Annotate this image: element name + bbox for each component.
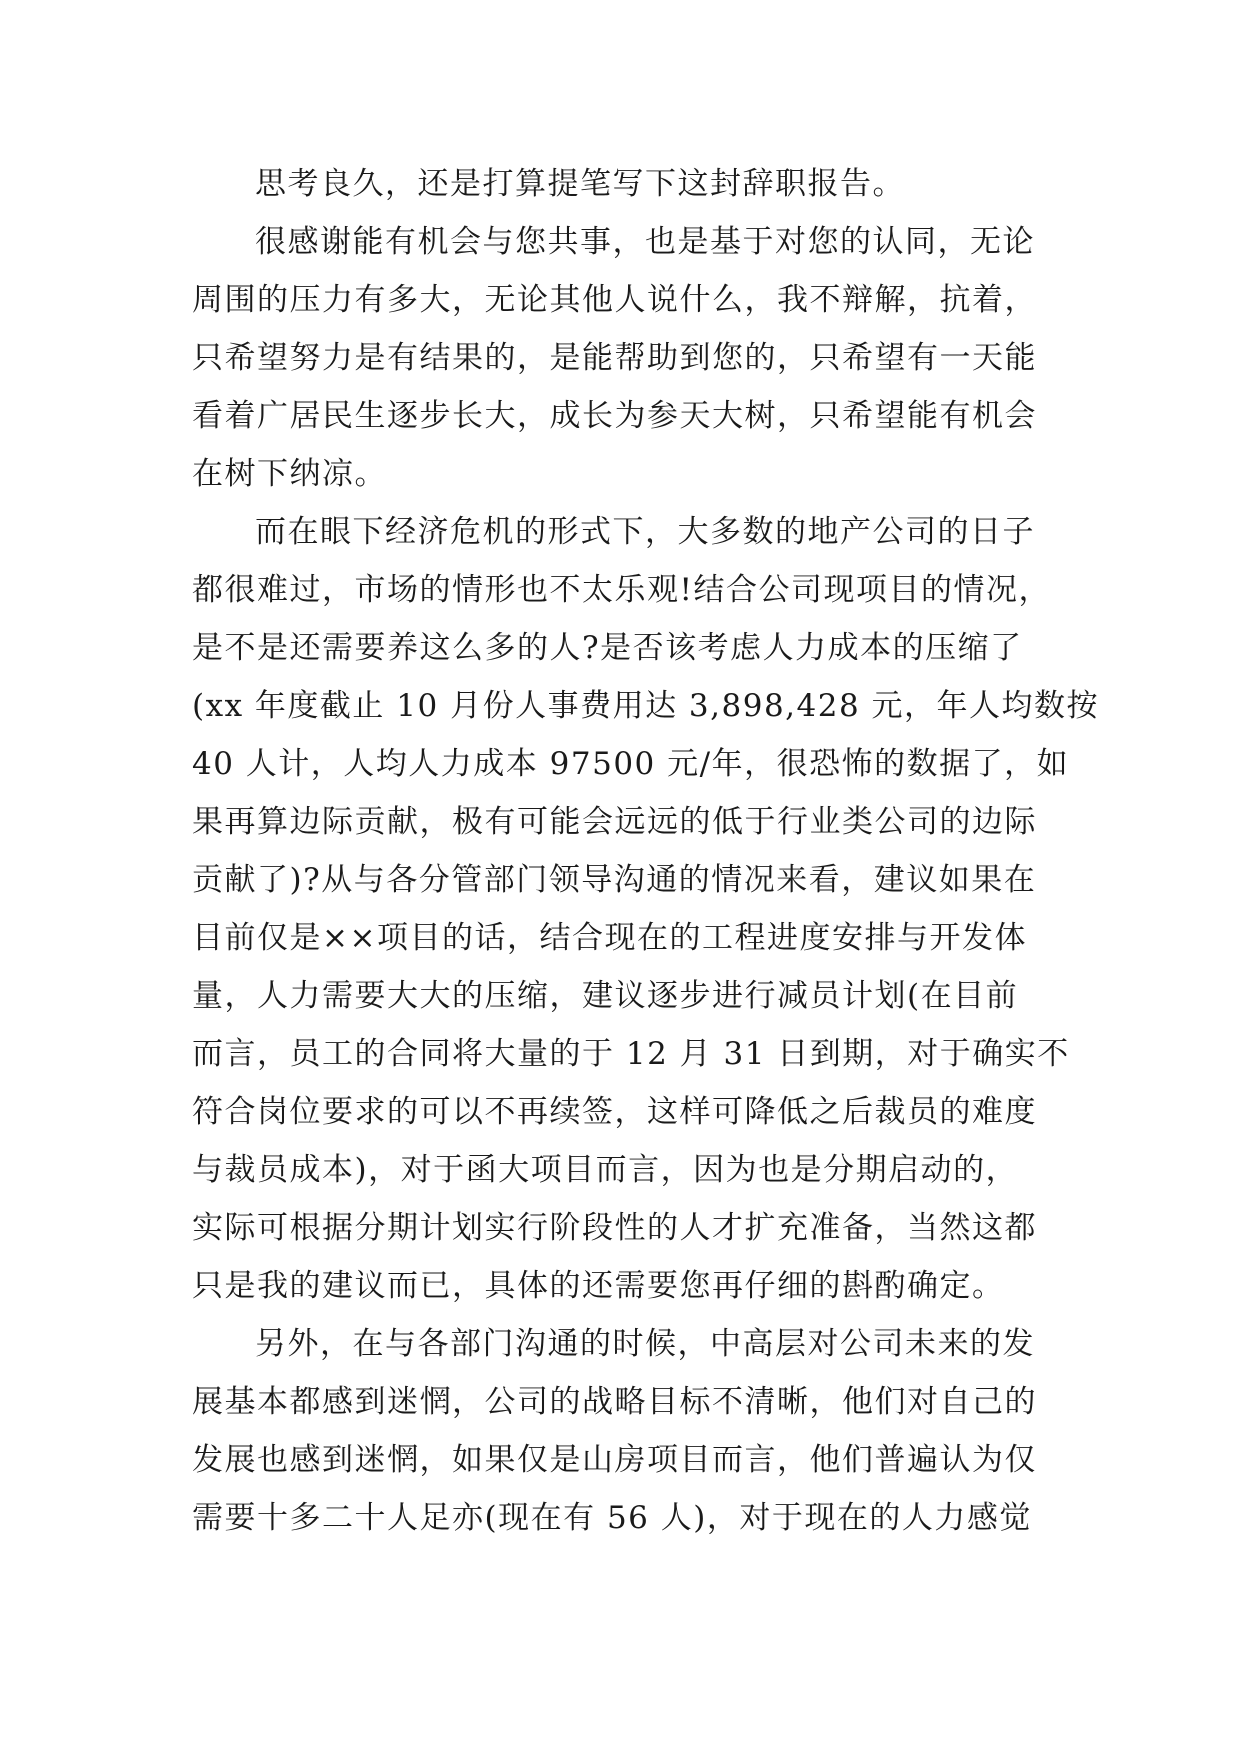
text-line: 而言，员工的合同将大量的于 12 月 31 日到期，对于确实不 xyxy=(192,1036,1070,1072)
text-line: 展基本都感到迷惘，公司的战略目标不清晰，他们对自己的 xyxy=(192,1384,1037,1420)
text-line: (xx 年度截止 10 月份人事费用达 3,898,428 元，年人均数按 xyxy=(192,688,1100,724)
paragraph-3 xyxy=(192,503,1100,1315)
text-line: 果再算边际贡献，极有可能会远远的低于行业类公司的边际 xyxy=(192,804,1037,840)
text-line: 只希望努力是有结果的，是能帮助到您的，只希望有一天能 xyxy=(192,340,1037,376)
text-line: 很感谢能有机会与您共事，也是基于对您的认同，无论 xyxy=(255,224,1035,260)
text-line: 在树下纳凉。 xyxy=(192,456,387,492)
text-line: 看着广居民生逐步长大，成长为参天大树，只希望能有机会 xyxy=(192,398,1037,434)
letter-body xyxy=(192,155,1100,1547)
text-line: 目前仅是××项目的话，结合现在的工程进度安排与开发体 xyxy=(192,920,1027,956)
text-line: 都很难过，市场的情形也不太乐观!结合公司现项目的情况， xyxy=(192,572,1051,608)
paragraph-2 xyxy=(192,213,1062,503)
paragraph-1 xyxy=(192,155,1062,213)
text-line: 贡献了)?从与各分管部门领导沟通的情况来看，建议如果在 xyxy=(192,862,1037,898)
text-line: 只是我的建议而已，具体的还需要您再仔细的斟酌确定。 xyxy=(192,1268,1005,1304)
paragraph-4 xyxy=(192,1315,1062,1547)
text-line: 周围的压力有多大，无论其他人说什么，我不辩解，抗着， xyxy=(192,282,1037,318)
text-line: 思考良久，还是打算提笔写下这封辞职报告。 xyxy=(255,166,905,202)
text-line: 另外，在与各部门沟通的时候，中高层对公司未来的发 xyxy=(255,1326,1035,1362)
text-line: 40 人计，人均人力成本 97500 元/年，很恐怖的数据了，如 xyxy=(192,746,1070,782)
text-line: 量，人力需要大大的压缩，建议逐步进行减员计划(在目前 xyxy=(192,978,1019,1014)
text-line: 与裁员成本)，对于函大项目而言，因为也是分期启动的， xyxy=(192,1152,1019,1188)
text-line: 而在眼下经济危机的形式下，大多数的地产公司的日子 xyxy=(255,514,1035,550)
text-line: 需要十多二十人足亦(现在有 56 人)，对于现在的人力感觉 xyxy=(192,1500,1032,1536)
text-line: 发展也感到迷惘，如果仅是山房项目而言，他们普遍认为仅 xyxy=(192,1442,1037,1478)
text-line: 实际可根据分期计划实行阶段性的人才扩充准备，当然这都 xyxy=(192,1210,1037,1246)
text-line: 符合岗位要求的可以不再续签，这样可降低之后裁员的难度 xyxy=(192,1094,1037,1130)
text-line: 是不是还需要养这么多的人?是否该考虑人力成本的压缩了 xyxy=(192,630,1023,666)
